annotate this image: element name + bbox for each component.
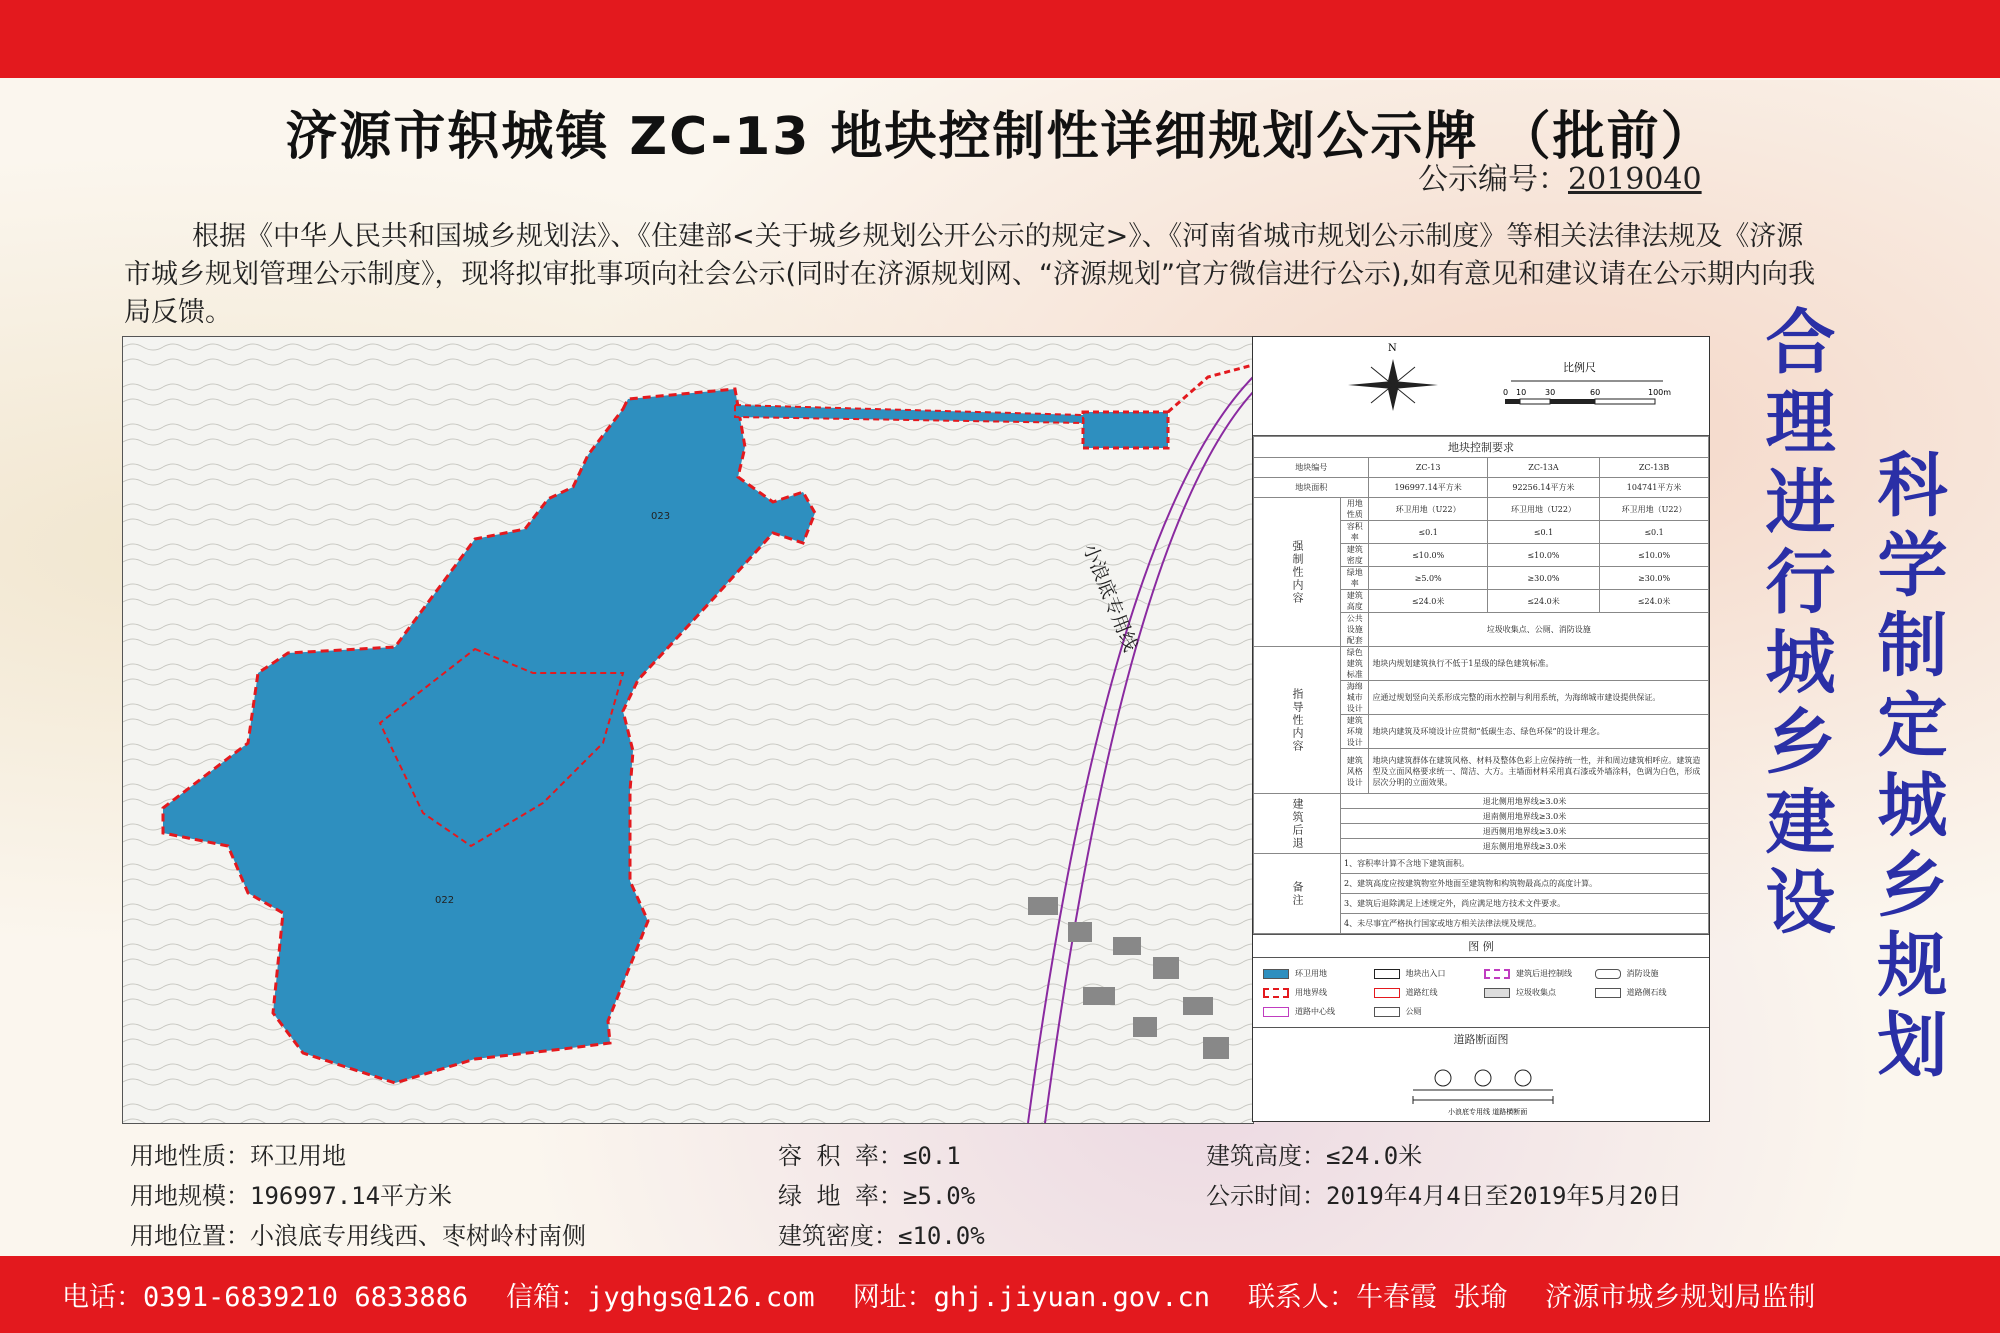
scale-tick-0: 0 (1503, 388, 1509, 397)
planning-map-drawing (123, 337, 1253, 1123)
road-label: 小浪底专用线 (1078, 540, 1142, 655)
centerline-icon (1263, 1007, 1289, 1017)
legend-label: 建筑后退控制线 (1516, 969, 1572, 978)
table-cell: 环卫用地（U22） (1487, 498, 1599, 521)
legend-item (1374, 987, 1479, 998)
legend-item (1263, 987, 1368, 998)
fact-period: 公示时间：2019年4月4日至2019年5月20日 (1206, 1182, 1682, 1210)
table-cell: 地块面积 (1254, 478, 1369, 498)
table-cell: 环卫用地（U22） (1600, 498, 1709, 521)
scale-tick-3: 60 (1590, 388, 1601, 397)
legend-item (1374, 968, 1479, 979)
table-cell: ZC-13B (1600, 458, 1709, 478)
legend-item (1263, 968, 1368, 979)
compass-scale-box (1253, 337, 1709, 436)
scale-tick-1: 10 (1516, 388, 1527, 397)
table-row (1254, 478, 1709, 498)
legend-item (1263, 1006, 1368, 1017)
curb-line-icon (1595, 988, 1621, 998)
table-cell: 建筑风格设计 (1341, 749, 1369, 794)
footer-contact: 联系人：牛春霞 张瑜 (1248, 1282, 1508, 1313)
notes-section-label: 备注 (1254, 854, 1341, 934)
table-cell: 196997.14平方米 (1369, 478, 1487, 498)
setback-line-icon (1484, 969, 1510, 979)
mandatory-section-label: 强制性内容 (1254, 498, 1341, 647)
planning-map (122, 336, 1254, 1124)
facts-col-3 (1206, 1136, 1682, 1216)
guide-section-label: 指导性内容 (1254, 647, 1341, 794)
slogan-left: 合理进行城乡建设 (1754, 305, 1836, 945)
table-cell: 退北侧用地界线≥3.0米 (1341, 794, 1709, 809)
legend-label: 环卫用地 (1295, 969, 1327, 978)
table-cell: 建筑环境设计 (1341, 715, 1369, 749)
scale-title: 比例尺 (1563, 361, 1596, 374)
table-cell: ≤10.0% (1369, 544, 1487, 567)
scale-tick-4: 100m (1648, 388, 1672, 397)
facts-col-1 (130, 1136, 586, 1256)
table-cell: ≤10.0% (1487, 544, 1599, 567)
footer-phone: 电话：0391-6839210 6833886 (62, 1282, 469, 1313)
legend-label: 地块出入口 (1405, 969, 1446, 978)
table-cell: 建筑密度 (1341, 544, 1369, 567)
scale-bar (1505, 399, 1655, 404)
fact-green: 绿 地 率：≥5.0% (778, 1182, 976, 1210)
top-red-band (0, 0, 2000, 78)
notice-number (1418, 154, 1702, 198)
table-cell: ≥5.0% (1369, 567, 1487, 590)
boundary-line-icon (1263, 988, 1289, 998)
fact-land-use: 用地性质：环卫用地 (130, 1142, 346, 1170)
road-section-title: 道路断面图 (1253, 1027, 1709, 1050)
legend-label: 公厕 (1405, 1007, 1422, 1016)
scale-tick-2: 30 (1545, 388, 1556, 397)
legend-label: 用地界线 (1295, 988, 1327, 997)
table-cell: ≥30.0% (1600, 567, 1709, 590)
table-cell: 绿地率 (1341, 567, 1369, 590)
table-cell: 容积率 (1341, 521, 1369, 544)
table-cell: ZC-13 (1369, 458, 1487, 478)
sanitation-swatch-icon (1263, 969, 1289, 979)
control-table-title: 地块控制要求 (1254, 437, 1709, 458)
site-annex (1083, 412, 1168, 448)
toilet-icon (1374, 1007, 1400, 1017)
setback-section-label: 建筑后退 (1254, 794, 1341, 854)
legend-label: 道路中心线 (1295, 1007, 1335, 1016)
table-cell: 92256.14平方米 (1487, 478, 1599, 498)
page-title: 济源市轵城镇 ZC-13 地块控制性详细规划公示牌 （批前） (285, 107, 1715, 167)
table-cell: 地块编号 (1254, 458, 1369, 478)
table-cell: ≤24.0米 (1600, 590, 1709, 613)
table-cell: 垃圾收集点、公厕、消防设施 (1369, 613, 1709, 647)
table-row (1254, 854, 1709, 874)
fact-land-area: 用地规模：196997.14平方米 (130, 1182, 453, 1210)
table-cell: 地块内建筑及环境设计应贯彻“低碳生态、绿色环保”的设计理念。 (1369, 715, 1709, 749)
legend (1253, 958, 1709, 1027)
compass-rose-icon (1348, 359, 1438, 411)
plot-label-022: 022 (435, 895, 455, 906)
garbage-point-icon (1484, 988, 1510, 998)
table-row (1254, 498, 1709, 521)
table-row (1254, 794, 1709, 809)
legend-item (1484, 987, 1589, 998)
fact-far: 容 积 率：≤0.1 (778, 1142, 961, 1170)
legend-title: 图 例 (1253, 934, 1709, 958)
table-cell: 1、容积率计算不含地下建筑面积。 (1341, 854, 1709, 874)
notice-number-label: 公示编号： (1418, 162, 1568, 197)
notice-number-value: 2019040 (1568, 162, 1702, 197)
fact-density: 建筑密度：≤10.0% (778, 1222, 985, 1250)
table-cell: ≤24.0米 (1487, 590, 1599, 613)
fact-height: 建筑高度：≤24.0米 (1206, 1142, 1423, 1170)
table-cell: 海绵城市设计 (1341, 681, 1369, 715)
legend-label: 道路侧石线 (1626, 988, 1667, 997)
table-cell: 地块内规划建筑执行不低于1星级的绿色建筑标准。 (1369, 647, 1709, 681)
legend-item (1374, 1006, 1479, 1017)
compass-scale-drawing (1253, 337, 1709, 435)
table-cell: 环卫用地（U22） (1369, 498, 1487, 521)
table-cell: 2、建筑高度应按建筑物室外地面至建筑物和构筑物最高点的高度计算。 (1341, 874, 1709, 894)
table-row (1254, 458, 1709, 478)
table-cell: ≤10.0% (1600, 544, 1709, 567)
control-panel (1252, 336, 1710, 1122)
table-cell: 104741平方米 (1600, 478, 1709, 498)
legend-item (1484, 968, 1589, 979)
table-cell: 退西侧用地界线≥3.0米 (1341, 824, 1709, 839)
legend-item (1595, 987, 1700, 998)
road-section-drawing (1253, 1050, 1709, 1120)
legend-label: 消防设施 (1626, 969, 1659, 978)
footer-email: 信箱：jyghgs@126.com (506, 1282, 815, 1313)
control-table (1253, 436, 1709, 934)
table-cell: 3、建筑后退除满足上述规定外，尚应满足地方技术文件要求。 (1341, 894, 1709, 914)
table-row (1254, 647, 1709, 681)
footer-supervisor: 济源市城乡规划局监制 (1545, 1282, 1816, 1313)
footer-web: 网址：ghj.jiyuan.gov.cn (852, 1282, 1211, 1313)
table-cell: ≤0.1 (1600, 521, 1709, 544)
table-cell: ≤0.1 (1487, 521, 1599, 544)
table-cell: ≥30.0% (1487, 567, 1599, 590)
fact-location: 用地位置：小浪底专用线西、枣树岭村南侧 (130, 1222, 586, 1250)
table-cell: 建筑高度 (1341, 590, 1369, 613)
road-section-caption: 小浪底专用线 道路横断面 (1448, 1108, 1528, 1116)
table-cell: 公共设施配套 (1341, 613, 1369, 647)
table-cell: 4、未尽事宜严格执行国家或地方相关法律法规及规范。 (1341, 914, 1709, 934)
intro-paragraph: 根据《中华人民共和国城乡规划法》、《住建部<关于城乡规划公开公示的规定>》、《河南省城市规划公示制度》等相关法律法规及《济源市城乡规划管理公示制度》，现将拟审批事项向社会公示(同时在济源规划网、“济源规划”官方微信进行公示),如有意见和建议请在公示期内向我局反馈。 (124, 221, 1816, 328)
table-cell: ≤24.0米 (1369, 590, 1487, 613)
plot-label-023: 023 (651, 511, 671, 522)
legend-item (1595, 968, 1700, 979)
table-cell: 退东侧用地界线≥3.0米 (1341, 839, 1709, 854)
facts-col-2 (778, 1136, 985, 1256)
table-cell: ZC-13A (1487, 458, 1599, 478)
compass-n: N (1388, 343, 1397, 354)
table-cell: ≤0.1 (1369, 521, 1487, 544)
red-line-icon (1374, 988, 1400, 998)
table-cell: 退南侧用地界线≥3.0米 (1341, 809, 1709, 824)
legend-label: 垃圾收集点 (1516, 988, 1556, 997)
entrance-arrow-icon (1374, 969, 1400, 979)
table-cell: 绿色建筑标准 (1341, 647, 1369, 681)
slogan-right: 科学制定城乡规划 (1866, 448, 1948, 1088)
footer-bar (0, 1256, 2000, 1333)
fire-facility-icon (1595, 969, 1621, 979)
table-cell: 应通过规划竖向关系形成完整的雨水控制与利用系统，为海绵城市建设提供保证。 (1369, 681, 1709, 715)
table-cell: 用地性质 (1341, 498, 1369, 521)
legend-label: 道路红线 (1405, 988, 1438, 997)
table-cell: 地块内建筑群体在建筑风格、材料及整体色彩上应保持统一性，并和周边建筑相呼应。建筑造型及立面风格要求统一、简洁、大方。主墙面材料采用真石漆或外墙涂料，色调为白色，形成层次分明的立面效果。 (1369, 749, 1709, 794)
